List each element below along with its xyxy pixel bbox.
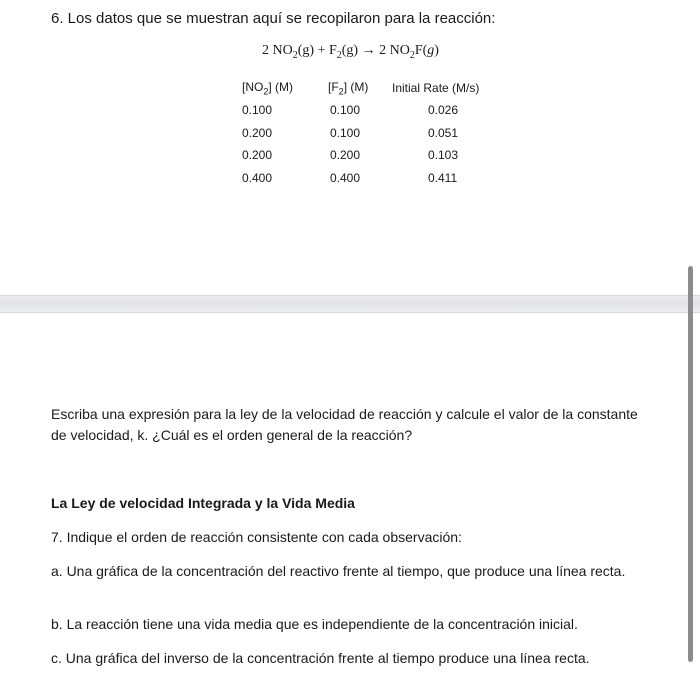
cell-no2: 0.200 <box>242 125 273 140</box>
vertical-scrollbar[interactable] <box>688 266 693 662</box>
eq-reactant-1: 2 NO <box>262 43 293 58</box>
table-row <box>238 99 538 122</box>
eq-state-1: (g) <box>297 43 315 58</box>
header-initial-rate: Initial Rate (M/s) <box>392 81 480 95</box>
question-6-text: 6. Los datos que se muestran aquí se recopilaron para la reacción: <box>51 10 496 27</box>
eq-reactant-2: + F <box>314 43 337 58</box>
cell-f2: 0.400 <box>330 170 361 185</box>
question-7-item-a: a. Una gráfica de la concentración del reactivo frente al tiempo, que produce una línea recta. <box>51 563 626 579</box>
table-row <box>238 167 538 190</box>
cell-rate: 0.411 <box>428 170 458 185</box>
cell-f2: 0.200 <box>330 148 361 163</box>
cell-no2: 0.400 <box>242 170 273 185</box>
rate-data-table <box>238 77 538 189</box>
eq-sub-2: 2 <box>336 49 342 61</box>
reaction-equation <box>262 43 439 61</box>
eq-sub-3: 2 <box>409 49 415 61</box>
eq-close: ) <box>434 43 439 58</box>
eq-product: → 2 NO <box>358 43 410 58</box>
cell-rate: 0.051 <box>428 125 459 140</box>
section-heading: La Ley de velocidad Integrada y la Vida Media <box>51 495 355 511</box>
header-no2: $[NO_2]$ (M) <box>242 79 294 97</box>
cell-rate: 0.026 <box>428 103 459 118</box>
eq-product-tail: F( <box>414 43 428 58</box>
cell-f2: 0.100 <box>330 125 361 140</box>
cell-no2: 0.100 <box>242 103 273 118</box>
question-7-item-c: c. Una gráfica del inverso de la concentración frente al tiempo produce una línea recta. <box>51 650 590 666</box>
header-f2: $[F_2]$ (M) <box>328 79 369 97</box>
question-7-text: 7. Indique el orden de reacción consistente con cada observación: <box>51 529 462 545</box>
table-header-row <box>238 77 538 99</box>
eq-product-state: g <box>427 43 435 58</box>
table-row <box>238 144 538 167</box>
table-row <box>238 122 538 145</box>
cell-no2: 0.200 <box>242 148 273 163</box>
page-divider <box>0 295 700 313</box>
cell-rate: 0.103 <box>428 148 459 163</box>
eq-sub-1: 2 <box>292 49 298 61</box>
eq-state-2: (g) <box>341 43 359 58</box>
rate-law-prompt: Escriba una expresión para la ley de la velocidad de reacción y calcule el valor de la constante de velocidad, k. ¿Cuál es el orden general de la reacción? <box>51 406 638 443</box>
question-7-item-b: b. La reacción tiene una vida media que es independiente de la concentración inicial. <box>51 616 578 632</box>
cell-f2: 0.100 <box>330 103 361 118</box>
